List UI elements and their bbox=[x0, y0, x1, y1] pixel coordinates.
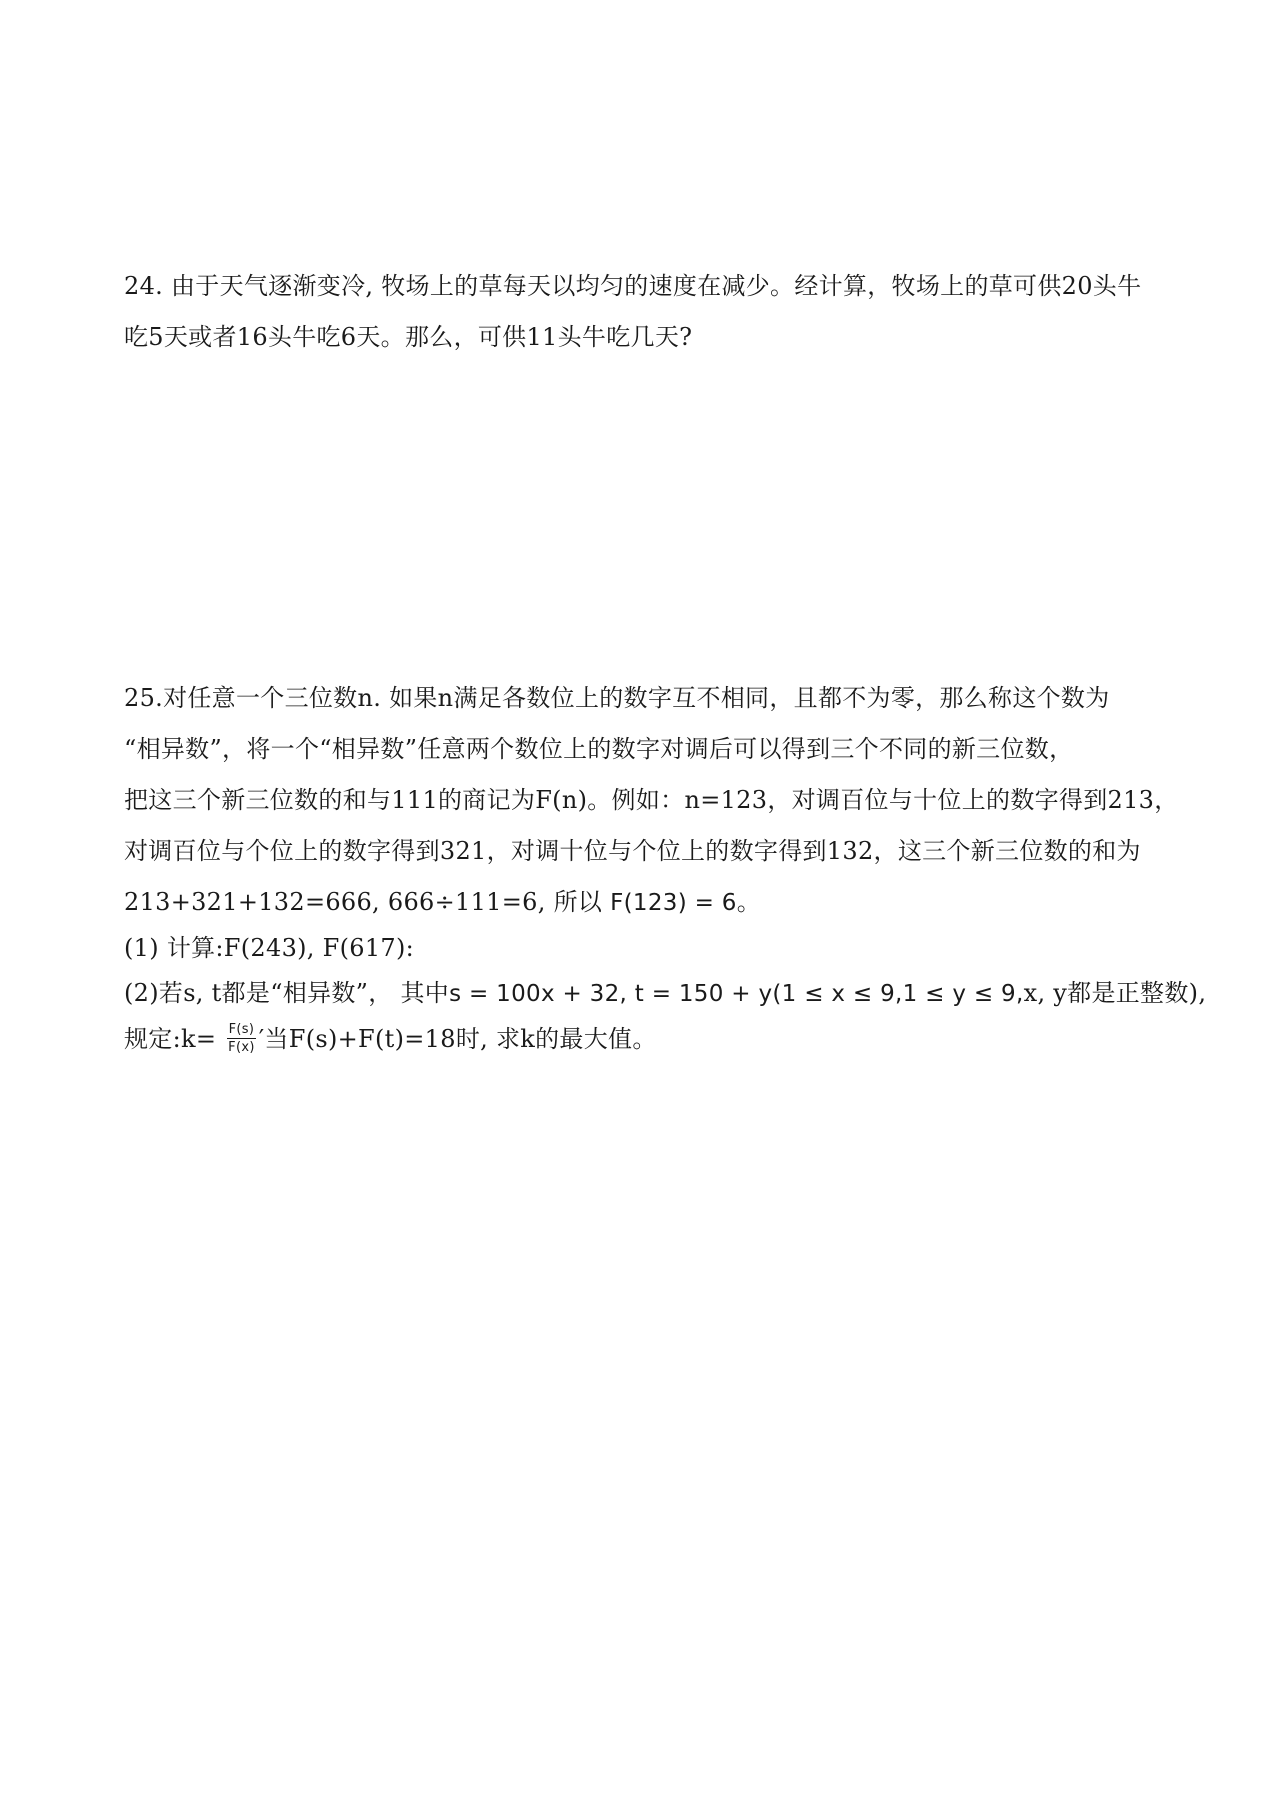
example-formula: F(123) = 6 bbox=[610, 890, 737, 916]
sub-question-2-prefix: (2)若s, t都是“相异数”， 其中 bbox=[124, 979, 450, 1007]
problem-24-line-1: 24. 由于天气逐渐变冷, 牧场上的草每天以均匀的速度在减少。经计算，牧场上的草可供20头牛 bbox=[124, 272, 1142, 300]
example-end: 。 bbox=[736, 888, 762, 916]
problem-25-line-4: 对调百位与个位上的数字得到321，对调十位与个位上的数字得到132，这三个新三位数的和为 bbox=[124, 837, 1141, 865]
rule-prefix: 规定:k= bbox=[124, 1025, 225, 1053]
problem-24-line-2: 吃5天或者16头牛吃6天。那么，可供11头牛吃几天? bbox=[124, 323, 693, 351]
problem-25-line-1: 25.对任意一个三位数n. 如果n满足各数位上的数字互不相同，且都不为零，那么称这个数为 bbox=[124, 684, 1110, 712]
sub-question-2-formula: s = 100x + 32, t = 150 + y(1 ≤ x ≤ 9,1 ≤ y ≤ 9, bbox=[449, 981, 1024, 1007]
sub-question-2 bbox=[124, 977, 1207, 1010]
rule-line bbox=[124, 1023, 1204, 1057]
k-fraction bbox=[226, 1022, 257, 1055]
problem-25 bbox=[124, 682, 1207, 1076]
problem-25-line-2: “相异数”，将一个“相异数”任意两个数位上的数字对调后可以得到三个不同的新三位数， bbox=[124, 735, 1074, 763]
problem-25-line-5 bbox=[124, 886, 1204, 919]
sub-question-2-suffix: x, y都是正整数), bbox=[1023, 979, 1207, 1007]
problem-25-line-3: 把这三个新三位数的和与111的商记为F(n)。例如：n=123，对调百位与十位上的数字得到213， bbox=[124, 786, 1179, 814]
fraction-numerator: F(s) bbox=[228, 1022, 255, 1037]
fraction-denominator: F(x) bbox=[228, 1040, 255, 1055]
rule-suffix: ′当F(s)+F(t)=18时, 求k的最大值。 bbox=[258, 1025, 657, 1053]
example-calculation: 213+321+132=666, 666÷111=6, 所以 bbox=[124, 888, 611, 916]
sub-question-1: (1) 计算:F(243), F(617): bbox=[124, 934, 415, 962]
problem-24 bbox=[124, 270, 1204, 372]
